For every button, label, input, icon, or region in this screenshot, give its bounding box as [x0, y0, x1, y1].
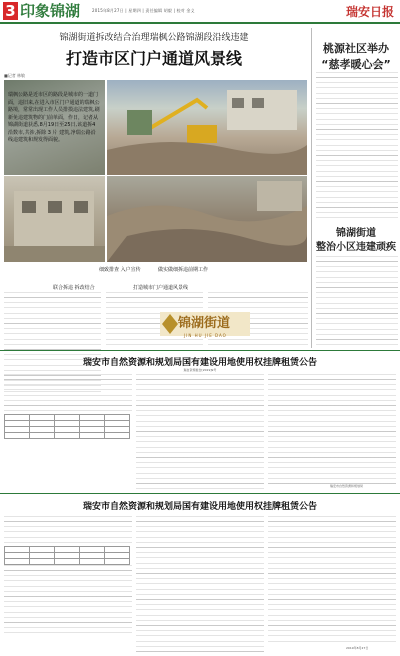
notice2-top-rule	[0, 493, 400, 494]
sidebar-story2-title-line1: 锦湖街道	[336, 228, 376, 239]
sidebar-story2-title-line2: 整治小区违建顽疾	[316, 242, 396, 253]
page-number: 3	[3, 2, 18, 20]
sidebar-divider	[311, 28, 312, 348]
lead-photo-caption: 瑞枫公路是近市区的路段是城市的一道门面，违旧来,在进入市区门户通道的瑞枫公路境，常常出现工作人员排摸违法建筑,刷新免违建筑物的门前单面，作日，记者从锦湖街道获悉,8月19日至25日,该道拆4 沿数市,共涉,拆除 3 片 建筑,净瑞公路沿线违建筑和规发得面貌。	[8, 92, 100, 143]
notice1-col2	[136, 374, 264, 490]
sidebar-story1-body	[316, 72, 398, 220]
lead-photo-rubble	[107, 176, 307, 262]
issue-meta: 2015年8月27日 | 星期四 | 责任编辑 胡毅 | 校对 金义	[92, 8, 195, 13]
caption-joint-demolition-text: 联合拆违 拆改结合	[53, 285, 95, 291]
demolition-scene	[107, 80, 307, 175]
notice1-col3	[268, 374, 396, 484]
caption-inspection: 细致排查 入户宣传	[96, 265, 144, 274]
banner-title: 锦湖街道	[178, 316, 231, 331]
building-scene	[4, 176, 105, 262]
notice2-col2	[136, 516, 264, 652]
jinhu-banner	[160, 306, 250, 344]
banner-pinyin: JIN HU JIE DAO	[184, 333, 227, 338]
notice1-table	[4, 414, 130, 439]
notice1-top-rule	[0, 350, 400, 351]
caption-gateway: 打造城市门户通道风景线	[130, 283, 191, 292]
notice2-table	[4, 546, 130, 565]
caption-groundwork: 做实做细拆违前期工作	[155, 265, 211, 274]
notice1-col1	[4, 374, 132, 490]
header-rule	[0, 22, 400, 24]
lead-photo-demolition	[107, 80, 307, 175]
sidebar-story2-body	[316, 256, 398, 348]
notice2-col3	[268, 516, 396, 644]
sidebar-story1-title-line2: “慈孝暖心会”	[321, 58, 391, 71]
notice1-footer	[330, 484, 363, 488]
notice1-title: 瑞安市自然资源和规划局国有建设用地使用权挂牌租赁公告	[82, 358, 317, 368]
lead-byline: ■记者 林敏	[4, 73, 26, 78]
lead-subheadline: 锦湖街道拆改结合治理瑞枫公路锦湖段沿线违建	[59, 33, 249, 43]
lead-headline: 打造市区门户通道风景线	[65, 49, 242, 68]
notice2-col1	[4, 516, 132, 652]
section-title: 印象锦湖	[20, 2, 81, 20]
notice2-date: 2019年8月27日	[346, 646, 369, 650]
newspaper-masthead: 瑞安日报	[345, 5, 394, 19]
notice1-subtitle: 瑞自资规租告[2019]9号	[183, 368, 217, 372]
sidebar-story1-title-line1: 桃源社区举办	[323, 42, 389, 55]
lead-photo-building	[4, 176, 105, 262]
notice2-title: 瑞安市自然资源和规划局国有建设用地使用权挂牌租赁公告	[82, 502, 317, 512]
caption-joint-demolition	[50, 283, 98, 292]
rubble-scene	[107, 176, 307, 262]
notice1-footer-org: 瑞安市自然资源和规划局	[330, 484, 364, 488]
